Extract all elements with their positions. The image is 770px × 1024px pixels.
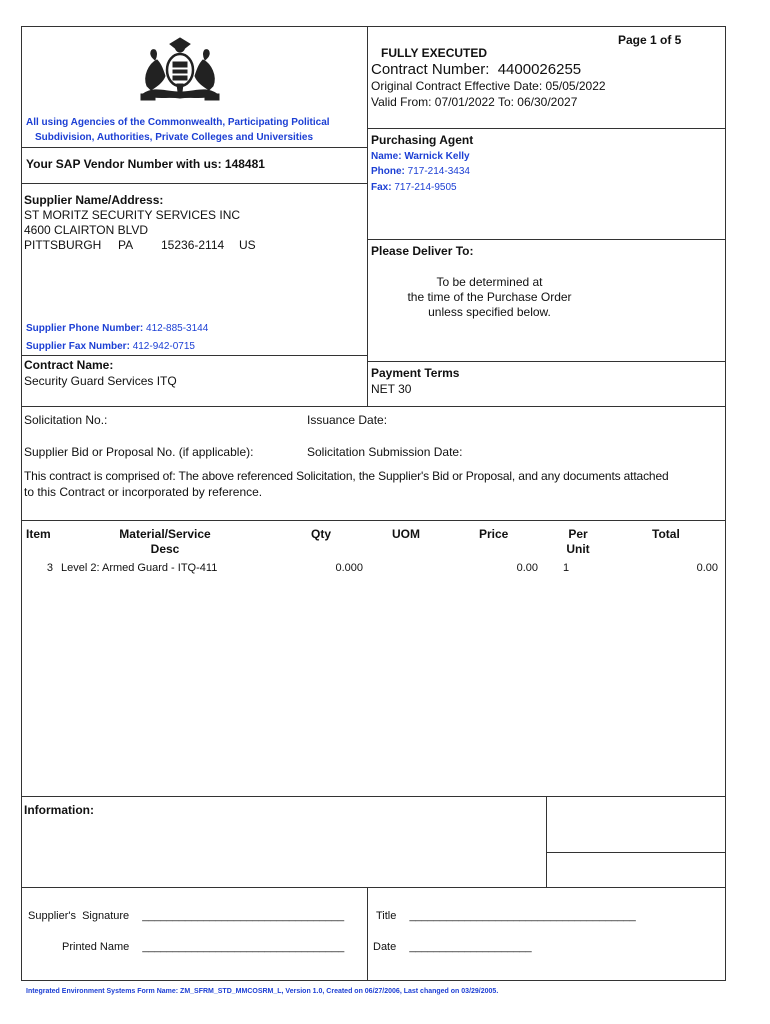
contract-name: Security Guard Services ITQ xyxy=(24,374,177,388)
comprised-text: This contract is comprised of: The above referenced Solicitation, the Supplier's Bid or Proposal, and any documents attached xyxy=(24,469,669,483)
col-header-per: Unit xyxy=(566,542,590,556)
supplier-phone xyxy=(26,323,208,334)
supplier-signature-line: _________________________________ xyxy=(142,910,345,922)
supplier-fax-label: Supplier Fax Number: xyxy=(26,341,130,352)
supplier-state: PA xyxy=(118,238,134,252)
agent-phone xyxy=(371,166,470,177)
effective-date: Original Contract Effective Date: 05/05/2022 xyxy=(371,79,606,93)
agent-title: Purchasing Agent xyxy=(371,133,474,147)
divider xyxy=(21,887,726,888)
comprised-text: to this Contract or incorporated by reference. xyxy=(24,485,263,499)
printed-name-label: Printed Name xyxy=(62,941,130,953)
submission-date: Solicitation Submission Date: xyxy=(307,445,463,459)
supplier-fax-value: 412-942-0715 xyxy=(132,341,195,352)
supplier-signature[interactable] xyxy=(28,910,344,922)
solicitation-no: Solicitation No.: xyxy=(24,413,108,427)
page-number: Page 1 of 5 xyxy=(618,33,682,47)
supplier-phone-label: Supplier Phone Number: xyxy=(26,323,144,334)
divider xyxy=(367,26,368,406)
title-line: _____________________________________ xyxy=(409,910,636,922)
agent-name-label: Name: xyxy=(371,151,402,162)
agencies-line: Subdivision, Authorities, Private Colleges and Universities xyxy=(35,132,314,143)
cell-qty: 0.000 xyxy=(335,562,363,574)
divider xyxy=(21,796,726,797)
commonwealth-seal-icon xyxy=(135,36,225,104)
divider xyxy=(21,520,726,521)
payment-terms-label: Payment Terms xyxy=(371,366,460,380)
bid-no: Supplier Bid or Proposal No. (if applicable): xyxy=(24,445,254,459)
payment-terms-value: NET 30 xyxy=(371,382,412,396)
col-header-per: Per xyxy=(568,527,588,541)
title-label: Title xyxy=(376,910,397,922)
supplier-signature-label: Supplier's Signature xyxy=(28,910,130,922)
divider xyxy=(21,183,367,184)
supplier-street: 4600 CLAIRTON BLVD xyxy=(24,223,149,237)
supplier-phone-value: 412-885-3144 xyxy=(146,323,209,334)
col-header-uom: UOM xyxy=(392,527,420,541)
divider xyxy=(21,147,367,148)
cell-per: 1 xyxy=(563,562,570,574)
cell-desc: Level 2: Armed Guard - ITQ-411 xyxy=(61,562,218,574)
supplier-name: ST MORITZ SECURITY SERVICES INC xyxy=(24,208,241,222)
col-header-qty: Qty xyxy=(311,527,332,541)
information-label: Information: xyxy=(24,803,94,817)
date-field[interactable] xyxy=(373,941,532,953)
vendor-number: Your SAP Vendor Number with us: 148481 xyxy=(26,157,265,171)
table-row xyxy=(21,562,726,578)
footer-text: Integrated Environment Systems Form Name: ZM_SFRM_STD_MMCOSRM_L, Version 1.0, Created on 06/27/2006, Last changed on 03/29/2005. xyxy=(26,988,499,995)
supplier-country: US xyxy=(239,238,256,252)
divider xyxy=(367,887,368,981)
supplier-zip: 15236-2114 xyxy=(161,238,225,252)
deliver-line: unless specified below. xyxy=(428,305,551,319)
divider xyxy=(21,355,367,356)
contract-number: Contract Number: 4400026255 xyxy=(371,61,582,78)
contract-name-label: Contract Name: xyxy=(24,358,114,372)
divider xyxy=(367,239,726,240)
date-label: Date xyxy=(373,941,397,953)
cell-item: 3 xyxy=(46,562,53,574)
divider xyxy=(21,406,726,407)
col-header-item: Item xyxy=(26,527,51,541)
col-header-desc: Material/Service xyxy=(119,527,211,541)
agent-phone-label: Phone: xyxy=(371,166,405,177)
title-field[interactable] xyxy=(376,910,636,922)
agent-phone-value: 717-214-3434 xyxy=(407,166,470,177)
printed-name[interactable] xyxy=(62,941,344,953)
col-header-price: Price xyxy=(479,527,509,541)
agent-name-value: Warnick Kelly xyxy=(404,151,470,162)
printed-name-line: _________________________________ xyxy=(142,941,345,953)
agent-fax xyxy=(371,182,457,193)
issuance-date: Issuance Date: xyxy=(307,413,388,427)
divider xyxy=(367,128,726,129)
divider xyxy=(546,852,726,853)
deliver-line: the time of the Purchase Order xyxy=(407,290,572,304)
agent-fax-value: 717-214-9505 xyxy=(394,182,457,193)
supplier-label: Supplier Name/Address: xyxy=(24,193,164,207)
agent-name xyxy=(371,151,470,162)
deliver-line: To be determined at xyxy=(436,275,543,289)
agencies-line: All using Agencies of the Commonwealth, Participating Political xyxy=(26,117,330,128)
cell-price: 0.00 xyxy=(516,562,538,574)
col-header-total: Total xyxy=(652,527,680,541)
supplier-city: PITTSBURGH xyxy=(24,238,102,252)
deliver-title: Please Deliver To: xyxy=(371,244,474,258)
status-label: FULLY EXECUTED xyxy=(381,46,488,60)
agent-fax-label: Fax: xyxy=(371,182,392,193)
cell-total: 0.00 xyxy=(696,562,718,574)
supplier-fax xyxy=(26,341,195,352)
valid-dates: Valid From: 07/01/2022 To: 06/30/2027 xyxy=(371,95,578,109)
divider xyxy=(367,361,726,362)
date-line: ____________________ xyxy=(409,941,532,953)
divider xyxy=(546,796,547,887)
col-header-desc: Desc xyxy=(150,542,180,556)
